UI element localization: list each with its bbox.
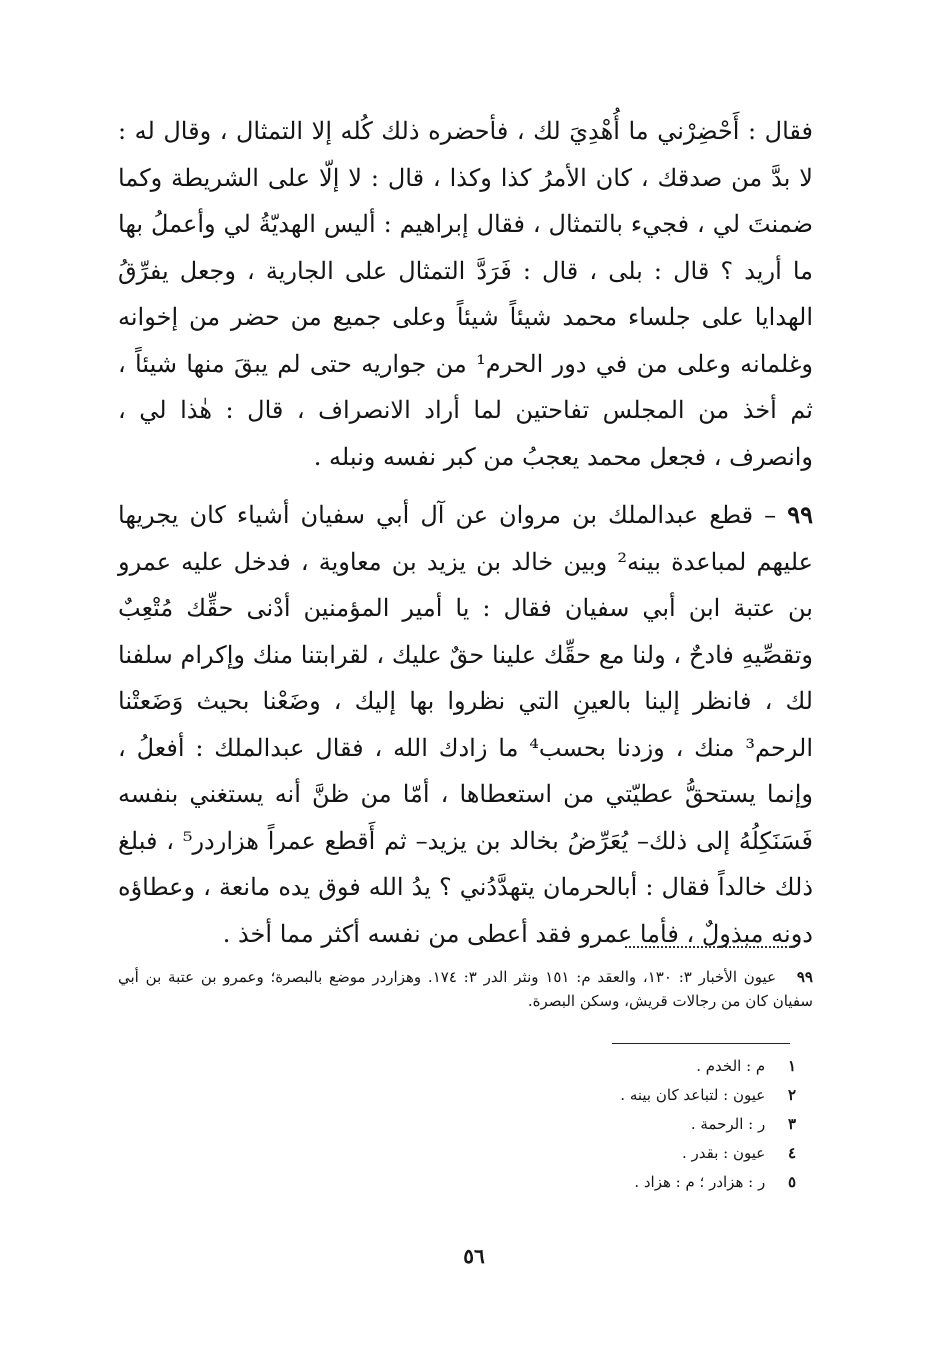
footnote-text: ر : هزادر ؛ م : هزاد . — [634, 1173, 766, 1191]
dotted-separator — [625, 946, 795, 948]
source-note-number: ٩٩ — [796, 968, 813, 986]
footnote-number: ٤ — [787, 1144, 796, 1162]
footnote-number: ٥ — [787, 1173, 796, 1191]
footnote-separator — [612, 1043, 790, 1044]
footnote-item — [500, 1110, 796, 1139]
footnote-text: عيون : لتباعد كان بينه . — [620, 1086, 766, 1104]
paragraph-99-number: ٩٩ — [787, 500, 813, 529]
footnote-text: ر : الرحمة . — [690, 1115, 766, 1133]
footnote-number: ٢ — [787, 1086, 796, 1104]
source-note-text: عيون الأخبار ٣: ١٣٠، والعقد م: ١٥١ ونثر الدر ٣: ١٧٤. وهزاردر موضع بالبصرة؛ وعمرو بن عتبة بن أبي سفيان كان من رجالات قريش، وسكن البصرة. — [118, 968, 813, 1010]
footnote-text: عيون : بقدر . — [681, 1144, 766, 1162]
source-note — [118, 965, 813, 1013]
paragraph-1-text: فقال : أَحْضِرْني ما أُهْدِيَ لك ، فأحضره ذلك كُله إلا التمثال ، وقال له : لا بدَّ من صدقك ، كان الأمرُ كذا وكذا ، قال : لا إلّا على الشريطة وكما ضمنتَ لي ، فجيء بالتمثال ، فقال إبراهيم : أليس الهديّةُ لي وأعملُ بها ما أريد ؟ قال : بلى ، قال : فَرَدَّ التمثال على الجارية ، وجعل يفرِّقُ الهدايا على جلساء محمد شيئاً شيئاً وعلى جميع من حضر من إخوانه وغلمانه وعلى من في دور الحرم¹ من جواريه حتى لم يبقَ منها شيئاً ، ثم أخذ من المجلس تفاحتين لما أراد الانصراف ، قال : هٰذا لي ، وانصرف ، فجعل محمد يعجبُ من كبر نفسه ونبله . — [118, 117, 813, 471]
footnote-item — [500, 1139, 796, 1168]
paragraph-99 — [118, 492, 813, 957]
footnote-number: ١ — [787, 1057, 796, 1075]
footnote-item — [500, 1081, 796, 1110]
page-number: ٥٦ — [463, 1244, 485, 1268]
footnote-item — [500, 1168, 796, 1197]
footnote-text: م : الخدم . — [696, 1057, 766, 1075]
footnotes-list — [500, 1052, 796, 1197]
paragraph-1 — [118, 108, 813, 480]
footnote-number: ٣ — [787, 1115, 796, 1133]
paragraph-99-text: – قطع عبدالملك بن مروان عن آل أبي سفيان أشياء كان يجريها عليهم لمباعدة بينه² وبين خالد بن يزيد بن معاوية ، فدخل عليه عمرو بن عتبة ابن أبي سفيان فقال : يا أمير المؤمنين أدْنى حقِّك مُتْعِبٌ وتقصِّيهِ فادحٌ ، ولنا مع حقِّك علينا حقٌ عليك ، لقرابتنا منك وإكرام سلفنا لك ، فانظر إلينا بالعينِ التي نظروا بها إليك ، وضَعْنا بحيث وَضَعتْنا الرحم³ منك ، وزدنا بحسب⁴ ما زادك الله ، فقال عبدالملك : أفعلُ ، وإنما يستحقُّ عطيّتي من استعطاها ، أمّا من ظنَّ أنه يستغني بنفسه فَسَنَكِلُهُ إلى ذلك– يُعَرِّضُ بخالد بن يزيد– ثم أَقطع عمراً هزاردر⁵ ، فبلغ ذلك خالداً فقال : أبالحرمان يتهدَّدُني ؟ يدُ الله فوق يده مانعة ، وعطاؤه دونه مبذولٌ ، فأما عمرو فقد أعطى من نفسه أكثر مما أخذ . — [118, 501, 814, 948]
footnote-item — [500, 1052, 796, 1081]
